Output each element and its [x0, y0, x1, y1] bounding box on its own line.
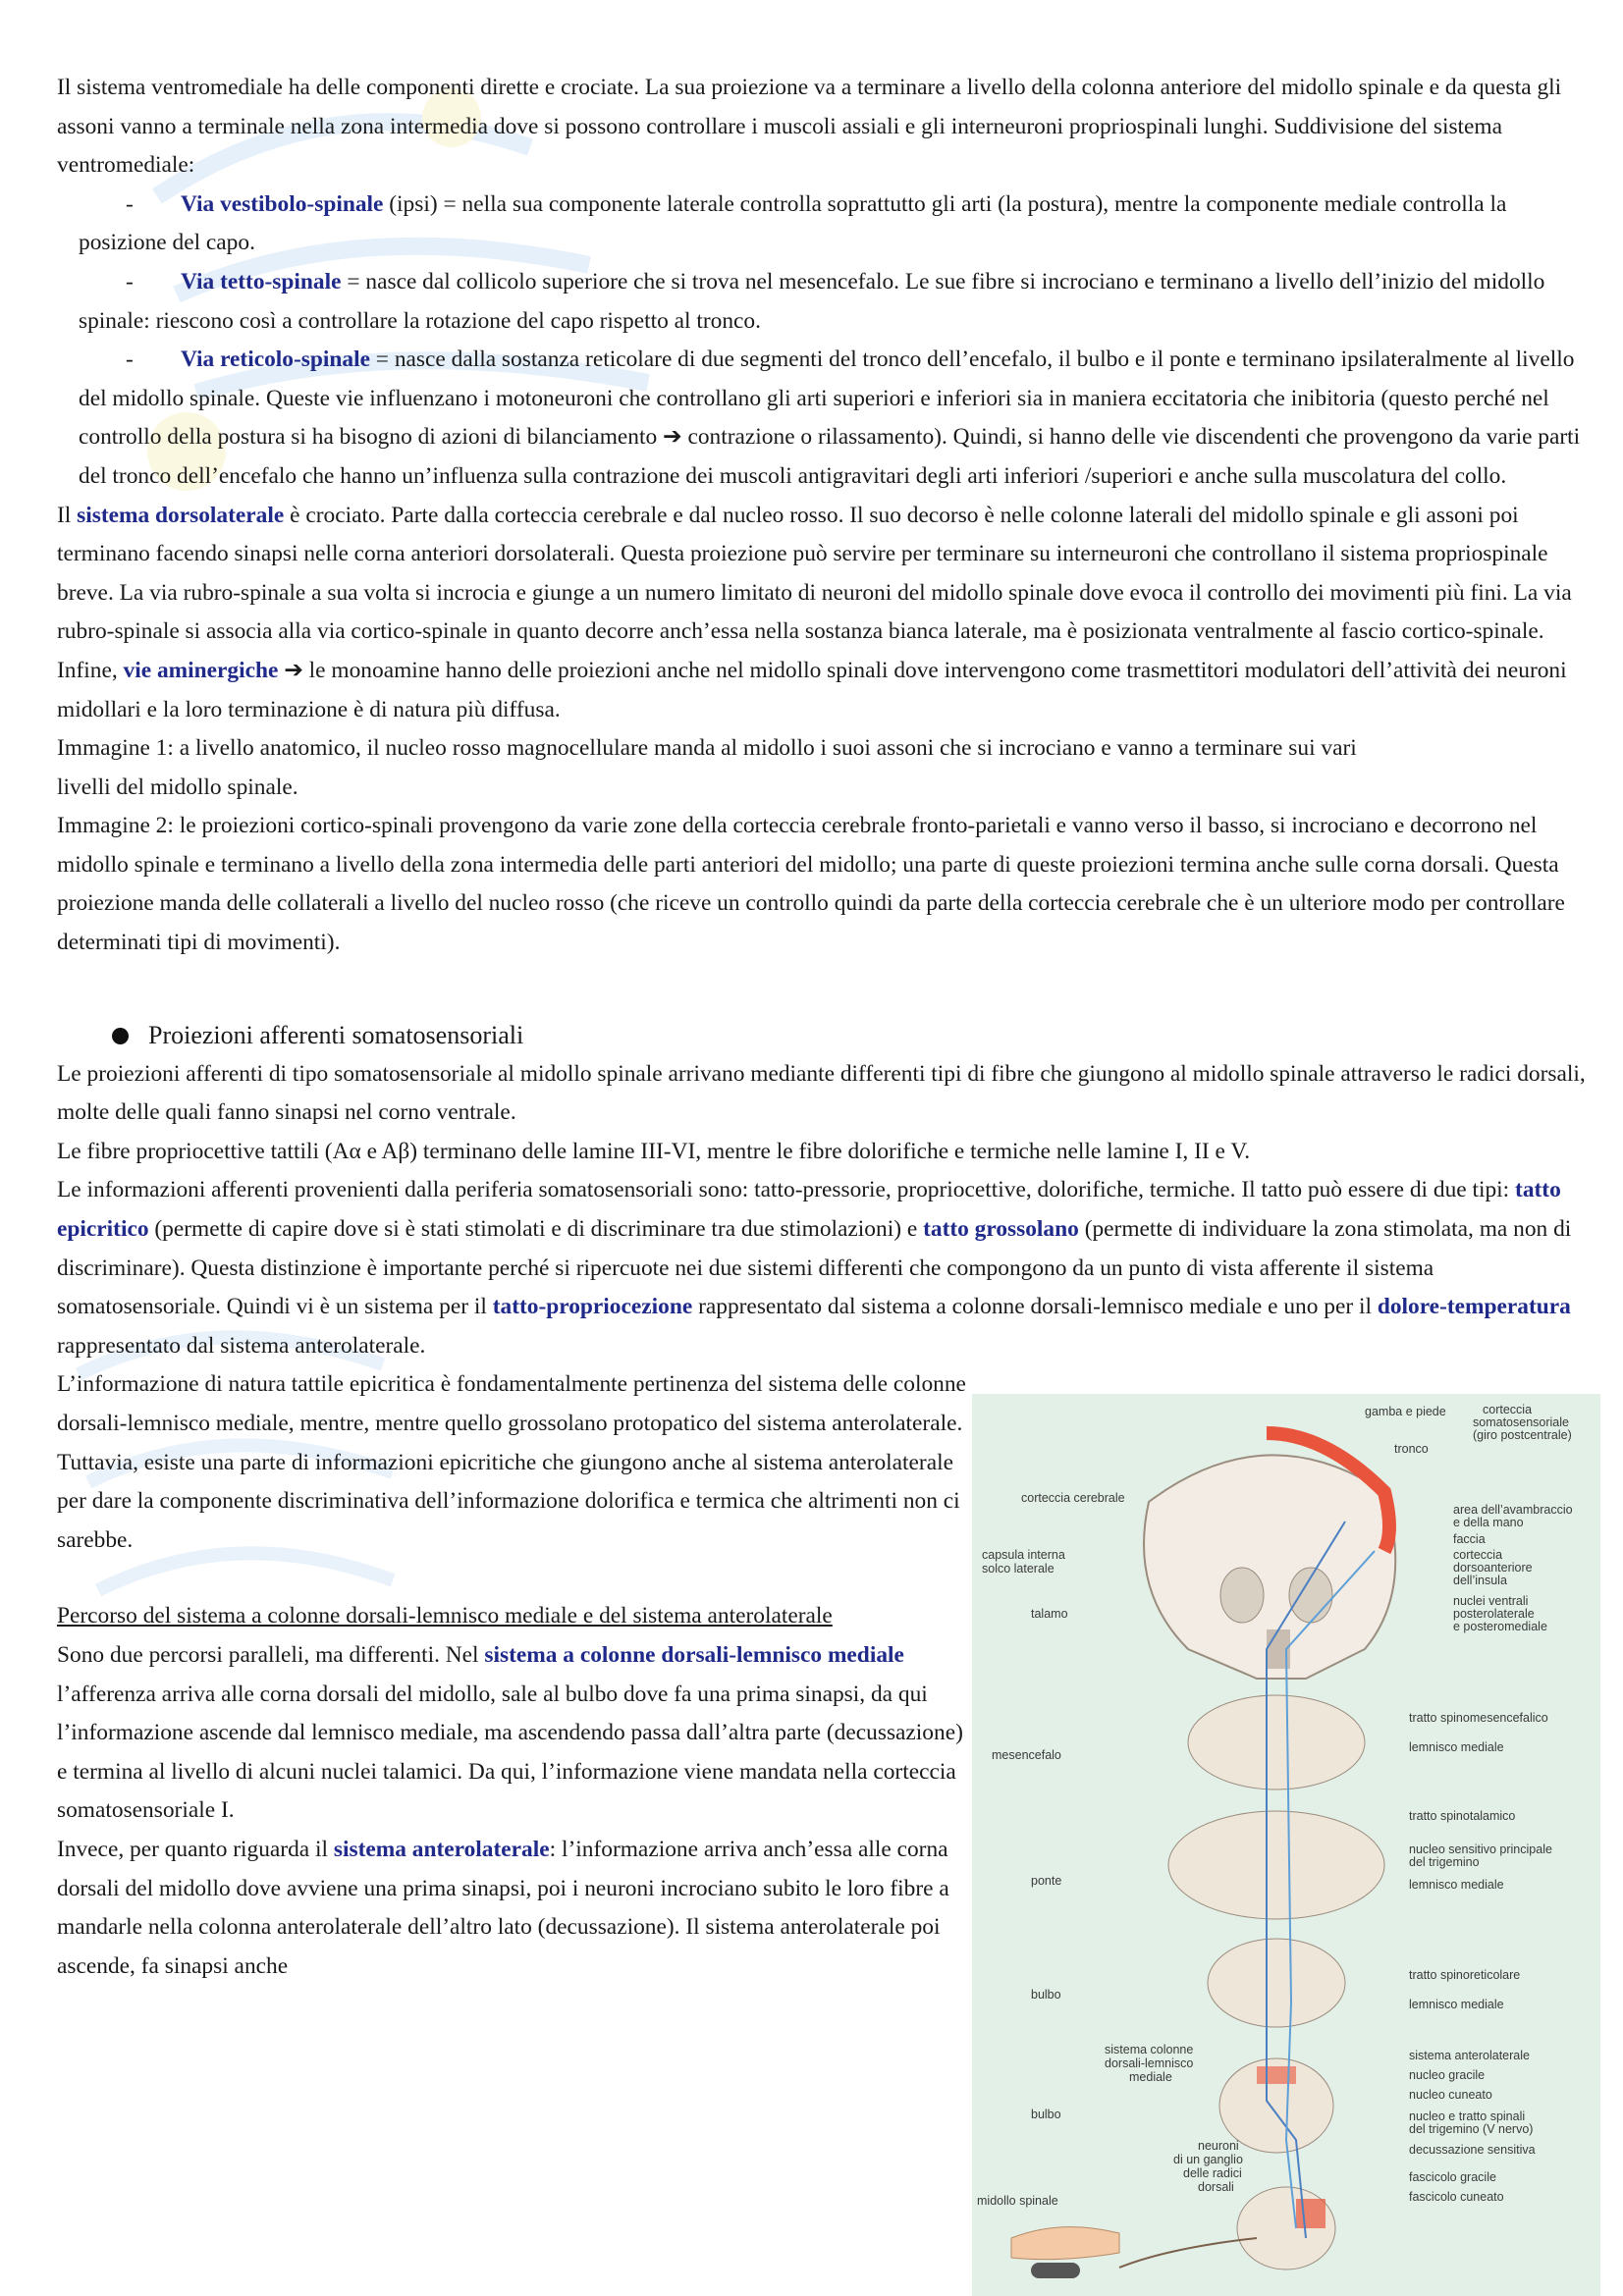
afferent-p1: Le proiezioni afferenti di tipo somatosensoriale al midollo spinale arrivano mediante differenti tipi di fibre che giungono al midollo spinale attraverso le radici dorsali, molte delle quali fanno sinapsi nel corno ventrale. — [57, 1060, 1586, 1126]
label-right: fascicolo cuneato — [1409, 2190, 1504, 2204]
pathway-p2 — [57, 1831, 975, 1986]
term-tatto-propriocezione: tatto-propriocezione — [492, 1294, 693, 1320]
label-left: bulbo — [1031, 2108, 1061, 2121]
image1-caption: Immagine 1: a livello anatomico, il nucleo rosso magnocellulare manda al midollo i suoi assoni che si incrociano e vanno a terminare sui vari livelli del midollo spinale. — [57, 735, 1357, 800]
term-vestibolo-spinale: Via vestibolo-spinale — [181, 190, 384, 217]
label-right: fascicolo gracile — [1409, 2170, 1496, 2184]
label-right: faccia — [1453, 1532, 1486, 1546]
label-right: del trigemino — [1409, 1855, 1480, 1869]
text-run: ➔ le monoamine hanno delle proiezioni anche nel midollo spinali dove intervengono come trasmettitori modulatori dell’attività dei neuroni midollari e la loro terminazione è di natura più diffusa. — [57, 657, 1567, 722]
label-right: nucleo sensitivo principale — [1409, 1842, 1552, 1856]
somatosensory-pathway-figure — [972, 1394, 1600, 2296]
text-run: Invece, per quanto riguarda il — [57, 1836, 334, 1862]
label-left: di un ganglio — [1173, 2153, 1243, 2166]
list-item-text: (ipsi) = nella sua componente laterale controlla soprattutto gli arti (la postura), mentre la componente mediale controlla la posizione del capo. — [79, 190, 1507, 256]
text-run: Il — [57, 502, 78, 528]
term-sistema-dorsolaterale: sistema dorsolaterale — [77, 502, 285, 528]
label-left: capsula interna — [982, 1548, 1065, 1562]
afferent-p4: L’informazione di natura tattile epicritica è fondamentalmente pertinenza del sistema delle colonne dorsali-lemnisco mediale, mentre, mentre quello grossolano protopatico del sistema anterolaterale. Tuttavia, esiste una parte di informazioni epicritiche che giungono anche al sistema anterolaterale per dare la componente discriminativa dell’informazione dolorifica e termica che altrimenti non ci sarebbe. — [57, 1371, 966, 1553]
label-left: dorsali — [1198, 2180, 1234, 2194]
label-right: nucleo gracile — [1409, 2068, 1486, 2082]
label-right: lemnisco mediale — [1409, 1998, 1504, 2011]
text-run: rappresentato dal sistema anterolaterale. — [57, 1332, 426, 1359]
heading-text: Proiezioni afferenti somatosensoriali — [148, 1020, 524, 1049]
list-dash: - — [126, 268, 134, 294]
label-left: neuroni — [1198, 2139, 1239, 2153]
label-right: posterolaterale — [1453, 1607, 1535, 1621]
label-right: sistema anterolaterale — [1409, 2049, 1530, 2062]
list-item-text: = nasce dal collicolo superiore che si trova nel mesencefalo. Le sue fibre si incrociano e terminano a livello dell’inizio del midollo spinale: riescono così a controllare la rotazione del capo rispetto al tronco. — [79, 268, 1545, 334]
label-right: nucleo e tratto spinali — [1409, 2109, 1526, 2123]
pathway-title: Percorso del sistema a colonne dorsali-lemnisco mediale e del sistema anterolaterale — [57, 1603, 833, 1629]
label-right: area dell’avambraccio — [1453, 1503, 1573, 1517]
text-run: (permette di individuare la zona stimolata, ma non di discriminare). Questa distinzione è importante perché si ripercuote nei due sistemi differenti che compongono da un punto di vista afferente il sistema somatosensoriale. Quindi vi è un sistema per il — [57, 1216, 1572, 1320]
text-run: rappresentato dal sistema a colonne dorsali-lemnisco mediale e uno per il — [692, 1294, 1378, 1320]
pathway-p1 — [57, 1636, 975, 1831]
label-left: midollo spinale — [977, 2194, 1058, 2208]
label-right: del trigemino (V nervo) — [1409, 2122, 1534, 2136]
list-dash: - — [126, 190, 134, 217]
text-run: l’afferenza arriva alle corna dorsali del midollo, sale al bulbo dove fa una prima sinapsi, da qui l’informazione ascende dal lemnisco mediale, ma ascendendo passa dall’altra parte (decussazione) e termina al livello di alcuni nuclei talamici. Da qui, l’informazione viene mandata nella corteccia somatosensoriale I. — [57, 1681, 963, 1824]
label-left: bulbo — [1031, 1988, 1061, 2002]
label-right: lemnisco mediale — [1409, 1878, 1504, 1892]
label-right: lemnisco mediale — [1409, 1740, 1504, 1754]
label-top: corteccia — [1483, 1403, 1533, 1416]
term-tatto-epicritico: tatto epicritico — [57, 1177, 1561, 1243]
label-right: nucleo cuneato — [1409, 2088, 1492, 2102]
term-tetto-spinale: Via tetto-spinale — [181, 268, 342, 294]
term-dolore-temperatura: dolore-temperatura — [1377, 1294, 1571, 1320]
list-item-reticolo — [57, 341, 1598, 496]
label-right: dorsoanteriore — [1453, 1561, 1533, 1575]
label-left: corteccia cerebrale — [1021, 1491, 1125, 1505]
list-item-vestibolo — [57, 186, 1598, 263]
label-right: e posteromediale — [1453, 1620, 1547, 1633]
label-right: tratto spinomesencefalico — [1409, 1711, 1548, 1725]
text-run: Sono due percorsi paralleli, ma differenti. Nel — [57, 1641, 485, 1668]
label-left: talamo — [1031, 1607, 1068, 1621]
term-tatto-grossolano: tatto grossolano — [923, 1216, 1079, 1243]
term-reticolo-spinale: Via reticolo-spinale — [181, 347, 370, 373]
text-run: (permette di capire dove si è stati stimolati e di discriminare tra due stimolazioni) e — [148, 1216, 924, 1243]
label-left: sistema colonne — [1105, 2043, 1194, 2056]
label-left: solco laterale — [982, 1562, 1055, 1575]
label-right: decussazione sensitiva — [1409, 2143, 1536, 2157]
label-left: delle radici — [1183, 2166, 1242, 2180]
label-right: tratto spinotalamico — [1409, 1809, 1516, 1823]
label-top: somatosensoriale — [1473, 1415, 1569, 1429]
label-left: mediale — [1129, 2070, 1172, 2084]
label-right: nuclei ventrali — [1453, 1594, 1529, 1608]
image2-caption: Immagine 2: le proiezioni cortico-spinali provengono da varie zone della corteccia cerebrale fronto-parietali e vanno verso il basso, si incrociano e decorrono nel midollo spinale e terminano a livello della zona intermedia delle parti anteriori del midollo; una parte di queste proiezioni termina anche sulle corna dorsali. Questa proiezione manda delle collaterali a livello del nucleo rosso (che riceve un controllo quindi da parte della corteccia cerebrale che è un ulteriore modo per controllare determinati tipi di movimenti). — [57, 813, 1565, 956]
term-vie-aminergiche: vie aminergiche — [123, 657, 279, 683]
label-top: tronco — [1394, 1442, 1429, 1456]
ponte-section — [1168, 1811, 1384, 1919]
text-run: è crociato. Parte dalla corteccia cerebrale e dal nucleo rosso. Il suo decorso è nelle colonne laterali del midollo spinale e gli assoni poi terminano facendo sinapsi nelle corna anteriori dorsolaterali. Questa proiezione può servire per terminare su interneuroni che controllano il sistema propriospinale breve. La via rubro-spinale a sua volta si incrocia e giunge a un numero limitato di neuroni del midollo spinale dove evoca il controllo dei movimenti più fini. La via rubro-spinale si associa alla via cortico-spinale in quanto decorre anch’essa nella sostanza bianca laterale, ma è posizionata ventralmente al fascio cortico-spinale. Infine, — [57, 502, 1572, 683]
label-right: corteccia — [1453, 1548, 1503, 1562]
text-run: : l’informazione arriva anch’essa alle corna dorsali del midollo dove avviene una prima sinapsi, poi i neuroni incrociano subito le loro fibre a mandarle nella colonna anterolaterale dell’altro lato (decussazione). Il sistema anterolaterale poi ascende, fa sinapsi anche — [57, 1836, 949, 1979]
label-right: dell’insula — [1453, 1574, 1507, 1587]
text-run: Le informazioni afferenti provenienti dalla periferia somatosensoriali sono: tatto-pressorie, propriocettive, dolorifiche, termiche. Il tatto può essere di due tipi: — [57, 1177, 1516, 1203]
bulbo-section-1 — [1208, 1939, 1345, 2027]
dorsolateral-paragraph — [57, 497, 1598, 730]
term-colonne-dorsali: sistema a colonne dorsali-lemnisco mediale — [484, 1641, 904, 1668]
list-item-text: = nasce dalla sostanza reticolare di due segmenti del tronco dell’encefalo, il bulbo e il ponte e terminano ipsilateralmente al livello del midollo spinale. Queste vie influenzano i motoneuroni che controllano gli arti superiori e inferiori sia in maniera eccitatoria che inibitoria (questo perché nel controllo della postura si ha bisogno di azioni di bilanciamento ➔ contrazione o rilassamento). Quindi, si hanno delle vie discendenti che provengono da varie parti del tronco dell’encefalo che hanno un’influenza sulla contrazione dei muscoli antigravitari degli arti inferiori /superiori e anche sulla muscolatura del collo. — [79, 347, 1581, 489]
spinal-cord-section — [1237, 2187, 1335, 2269]
term-sistema-anterolaterale: sistema anterolaterale — [333, 1836, 550, 1862]
label-left: mesencefalo — [992, 1748, 1061, 1762]
label-top: (giro postcentrale) — [1473, 1428, 1572, 1442]
label-right: tratto spinoreticolare — [1409, 1968, 1521, 1982]
afferent-p2: Le fibre propriocettive tattili (Aα e Aβ) terminano delle lamine III-VI, mentre le fibre dolorifiche e termiche nelle lamine I, II e V. — [57, 1138, 1251, 1164]
mesencefalo-section — [1188, 1695, 1365, 1789]
label-left: dorsali-lemnisco — [1105, 2056, 1194, 2070]
bullet-icon — [112, 1028, 129, 1044]
label-left: ponte — [1031, 1874, 1062, 1888]
label-right: e della mano — [1453, 1516, 1524, 1529]
section-heading-afferent — [57, 1016, 1598, 1055]
list-item-tetto — [57, 263, 1598, 341]
label-top: gamba e piede — [1365, 1405, 1446, 1418]
list-dash: - — [126, 347, 134, 373]
afferent-p3 — [57, 1171, 1598, 1365]
ventromedial-intro: Il sistema ventromediale ha delle componenti dirette e crociate. La sua proiezione va a terminare a livello della colonna anteriore del midollo spinale e da questa gli assoni vanno a terminale nella zona intermedia dove si possono controllare i muscoli assiali e gli interneuroni propriospinali lunghi. Suddivisione del sistema ventromediale: — [57, 75, 1562, 179]
